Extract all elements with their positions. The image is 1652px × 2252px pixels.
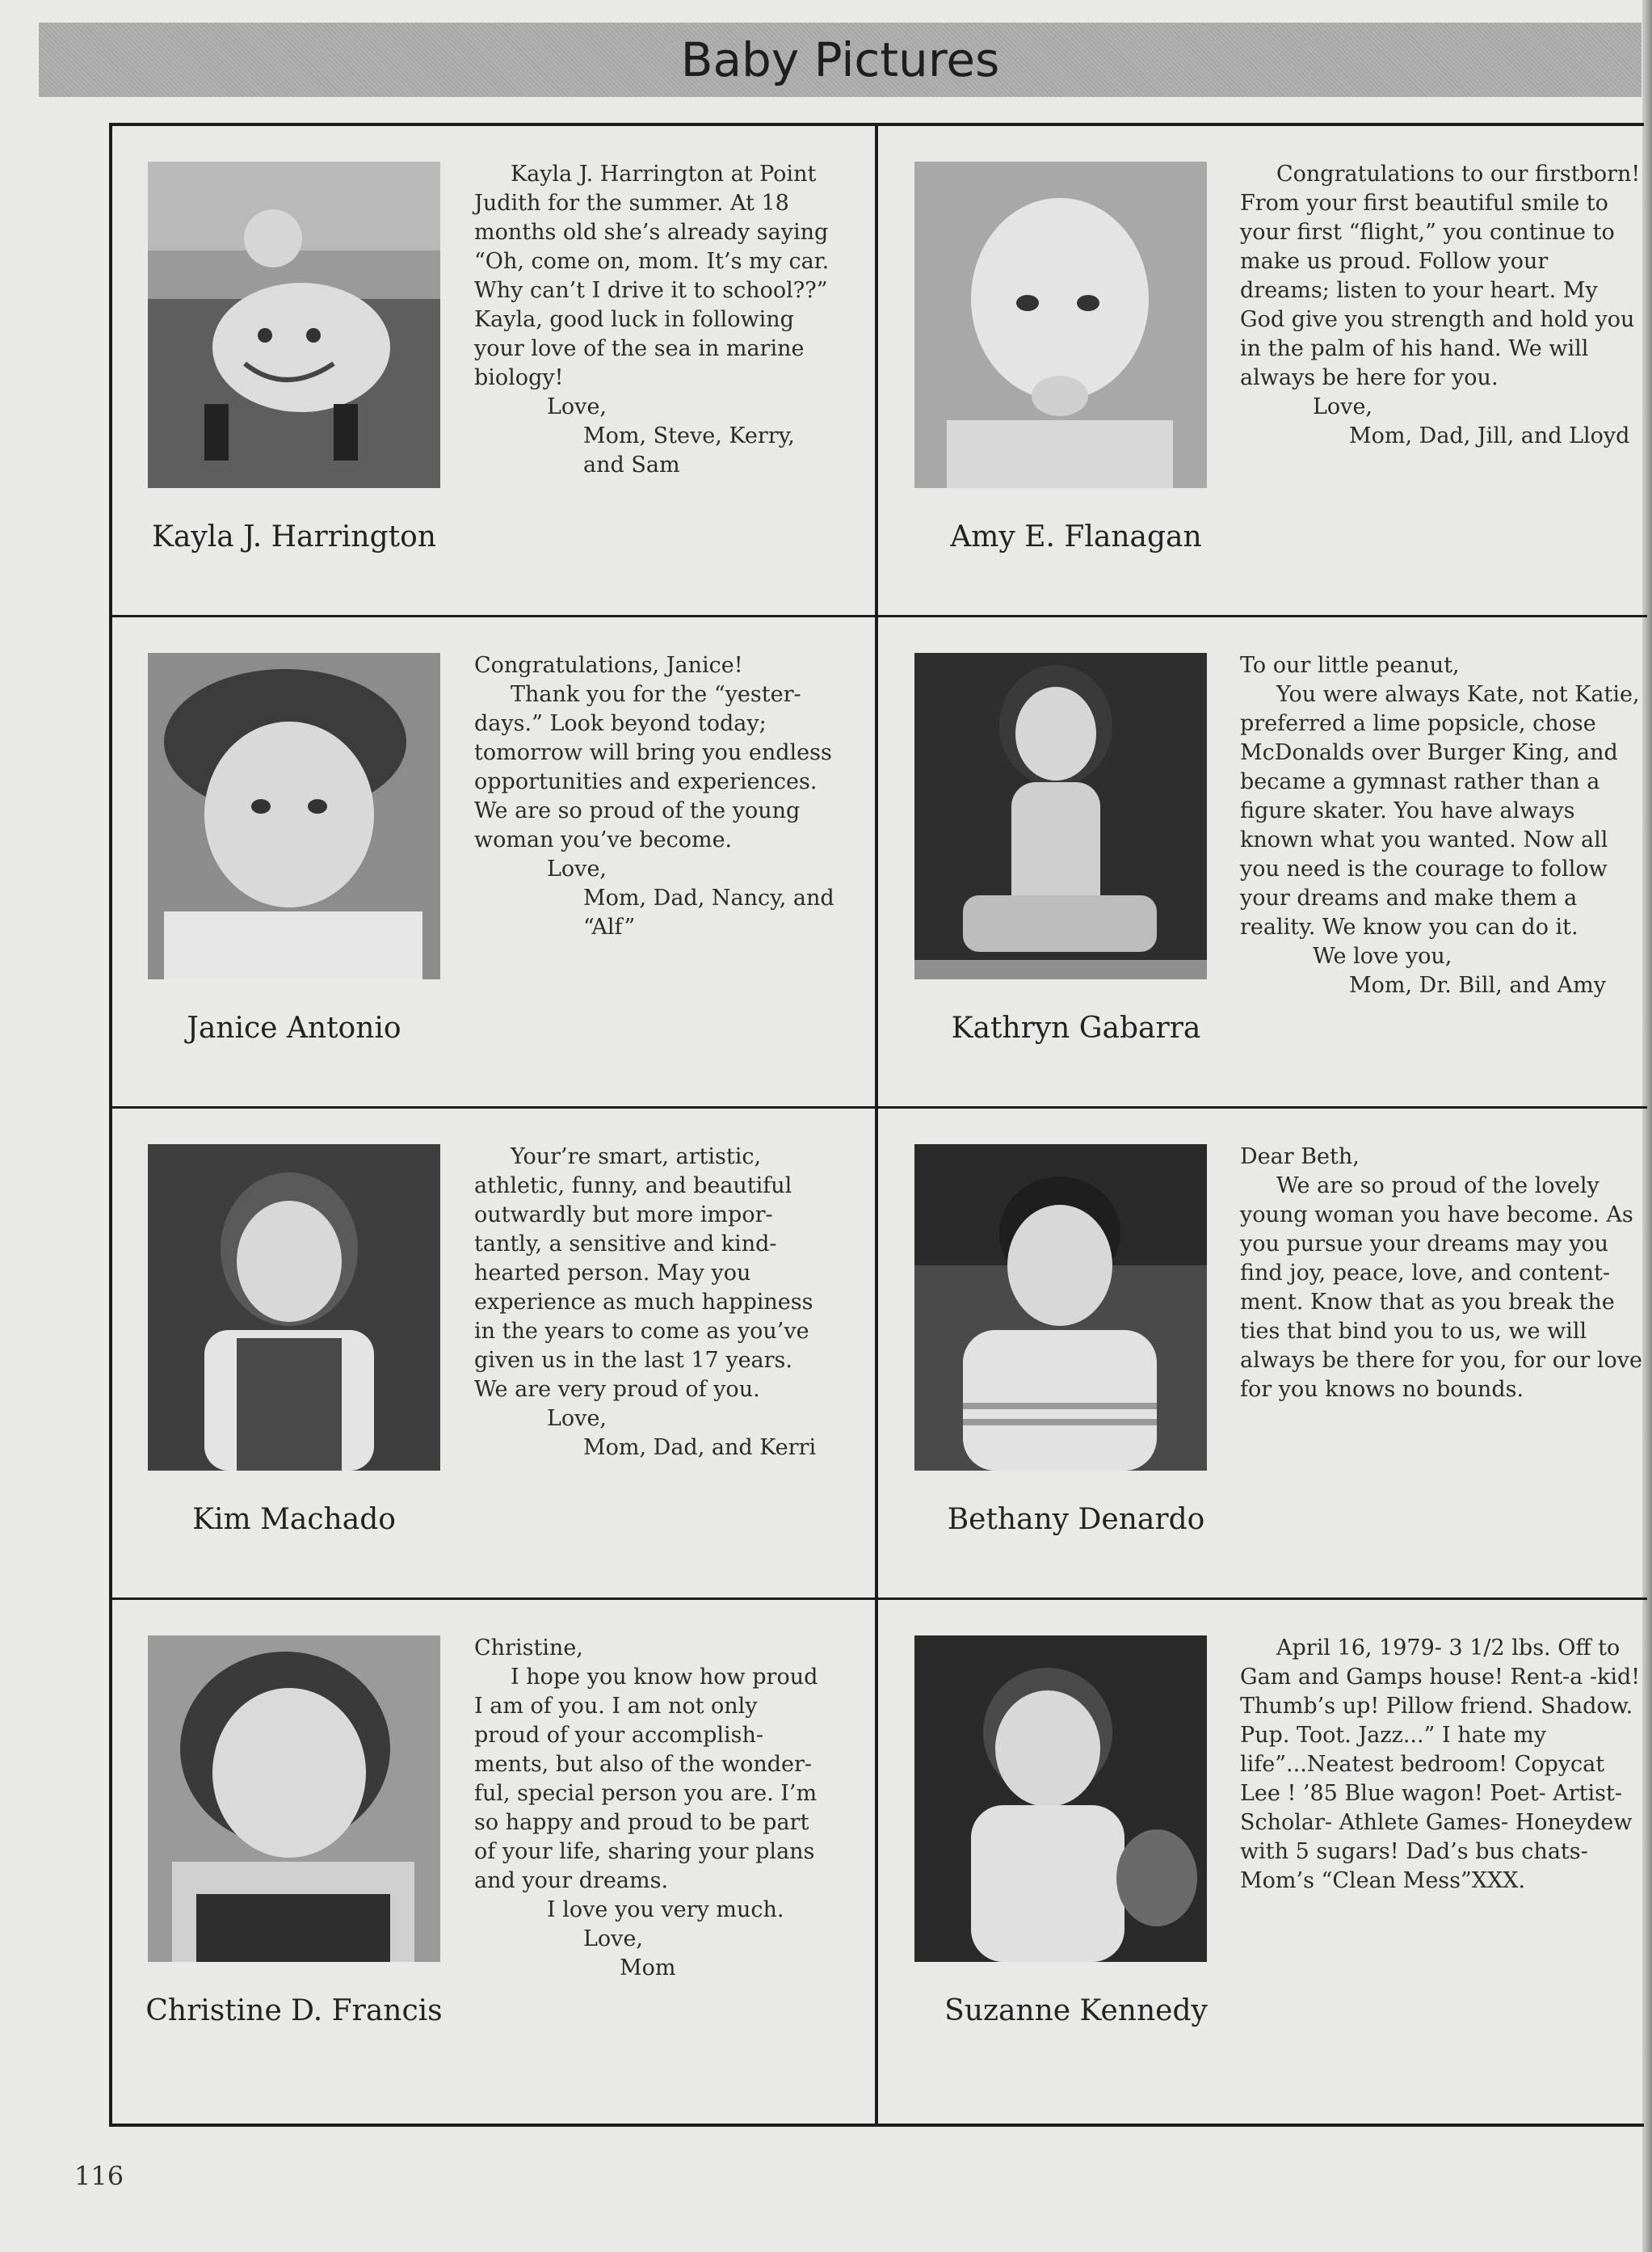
entry-cell — [112, 1600, 878, 2124]
entry-name: Bethany Denardo — [947, 1503, 1205, 1536]
entry-cell — [878, 126, 1647, 617]
baby-photo — [148, 1635, 440, 1962]
entry-message: To our little peanut, You were always Kate, not Katie, preferred a lime popsicle, chose McDonalds over Burger King, and became a gymnast rather than a figure skater. You have always known what you wanted. Now all you need is the courage to follow your dreams and make them a reality. We know you can do it. We love you, Mom, Dr. Bill, and Amy — [1240, 653, 1640, 998]
baby-photo — [914, 162, 1207, 488]
baby-photo — [914, 1144, 1207, 1471]
entry-name: Kim Machado — [192, 1503, 396, 1536]
page-title: Baby Pictures — [680, 32, 1000, 87]
entry-cell — [878, 617, 1647, 1109]
entry-message: Your’re smart, artistic, athletic, funny, and beautiful outwardly but more impor- tantly, a sensitive and kind- hearted person. May you experience as much happiness in the years to come as you’ve given us in the last 17 years. We are very proud of you. Love, Mom, Dad, and Kerri — [474, 1144, 817, 1460]
entry-cell — [878, 1109, 1647, 1600]
entry-name: Kathryn Gabarra — [951, 1012, 1201, 1045]
baby-photo — [148, 1144, 440, 1471]
entry-message: Congratulations, Janice! Thank you for the “yester- days.” Look beyond today; tomorrow will bring you endless opportunities and experiences. We are so proud of the young woman you’ve become. Love, Mom, Dad, Nancy, and “Alf” — [474, 653, 834, 940]
entry-cell — [878, 1600, 1647, 2124]
entry-name: Kayla J. Harrington — [152, 520, 436, 554]
entry-message: April 16, 1979- 3 1/2 lbs. Off to Gam and Gamps house! Rent-a -kid! Thumb’s up! Pillow friend. Shadow. Pup. Toot. Jazz...” I hate my life”...Neatest bedroom! Copycat Lee ! ’85 Blue wagon! Poet- Artist- Scholar- Athlete Games- Honeydew with 5 sugars! Dad’s bus chats- Mom’s “Clean Mess”XXX. — [1240, 1635, 1641, 1893]
entry-message: Christine, I hope you know how proud I am of you. I am not only proud of your accomplish- ments, but also of the wonder- ful, special person you are. I’m so happy and proud to be part of your life, sharing your plans and your dreams. I love you very much. Love, Mom — [474, 1635, 818, 1980]
entry-cell — [112, 126, 878, 617]
entry-message: Kayla J. Harrington at Point Judith for the summer. At 18 months old she’s already saying “Oh, come on, mom. It’s my car. Why can’t I drive it to school??” Kayla, good luck in following your love of the sea in marine biology! Love, Mom, Steve, Kerry, and Sam — [474, 162, 830, 478]
entry-message: Congratulations to our firstborn! From your first beautiful smile to your first “flight,” you continue to make us proud. Follow your dreams; listen to your heart. My God give you strength and hold you in the palm of his hand. We will always be here for you. Love, Mom, Dad, Jill, and Lloyd — [1240, 162, 1641, 448]
baby-photo — [148, 162, 440, 488]
baby-photo — [148, 653, 440, 979]
baby-pictures-grid — [109, 123, 1644, 2127]
header-banner — [39, 23, 1641, 97]
entry-name: Christine D. Francis — [145, 1994, 443, 2027]
entry-name: Janice Antonio — [187, 1012, 401, 1045]
entry-name: Amy E. Flanagan — [950, 520, 1202, 554]
entry-name: Suzanne Kennedy — [944, 1994, 1208, 2027]
page-number: 116 — [74, 2161, 124, 2191]
entry-message: Dear Beth, We are so proud of the lovely young woman you have become. As you pursue your dreams may you find joy, peace, love, and content- ment. Know that as you break the ties that bind you to us, we will always be there for you, for our love for you knows no bounds. — [1240, 1144, 1642, 1402]
baby-photo — [914, 1635, 1207, 1962]
baby-photo — [914, 653, 1207, 979]
entry-cell — [112, 1109, 878, 1600]
entry-cell — [112, 617, 878, 1109]
